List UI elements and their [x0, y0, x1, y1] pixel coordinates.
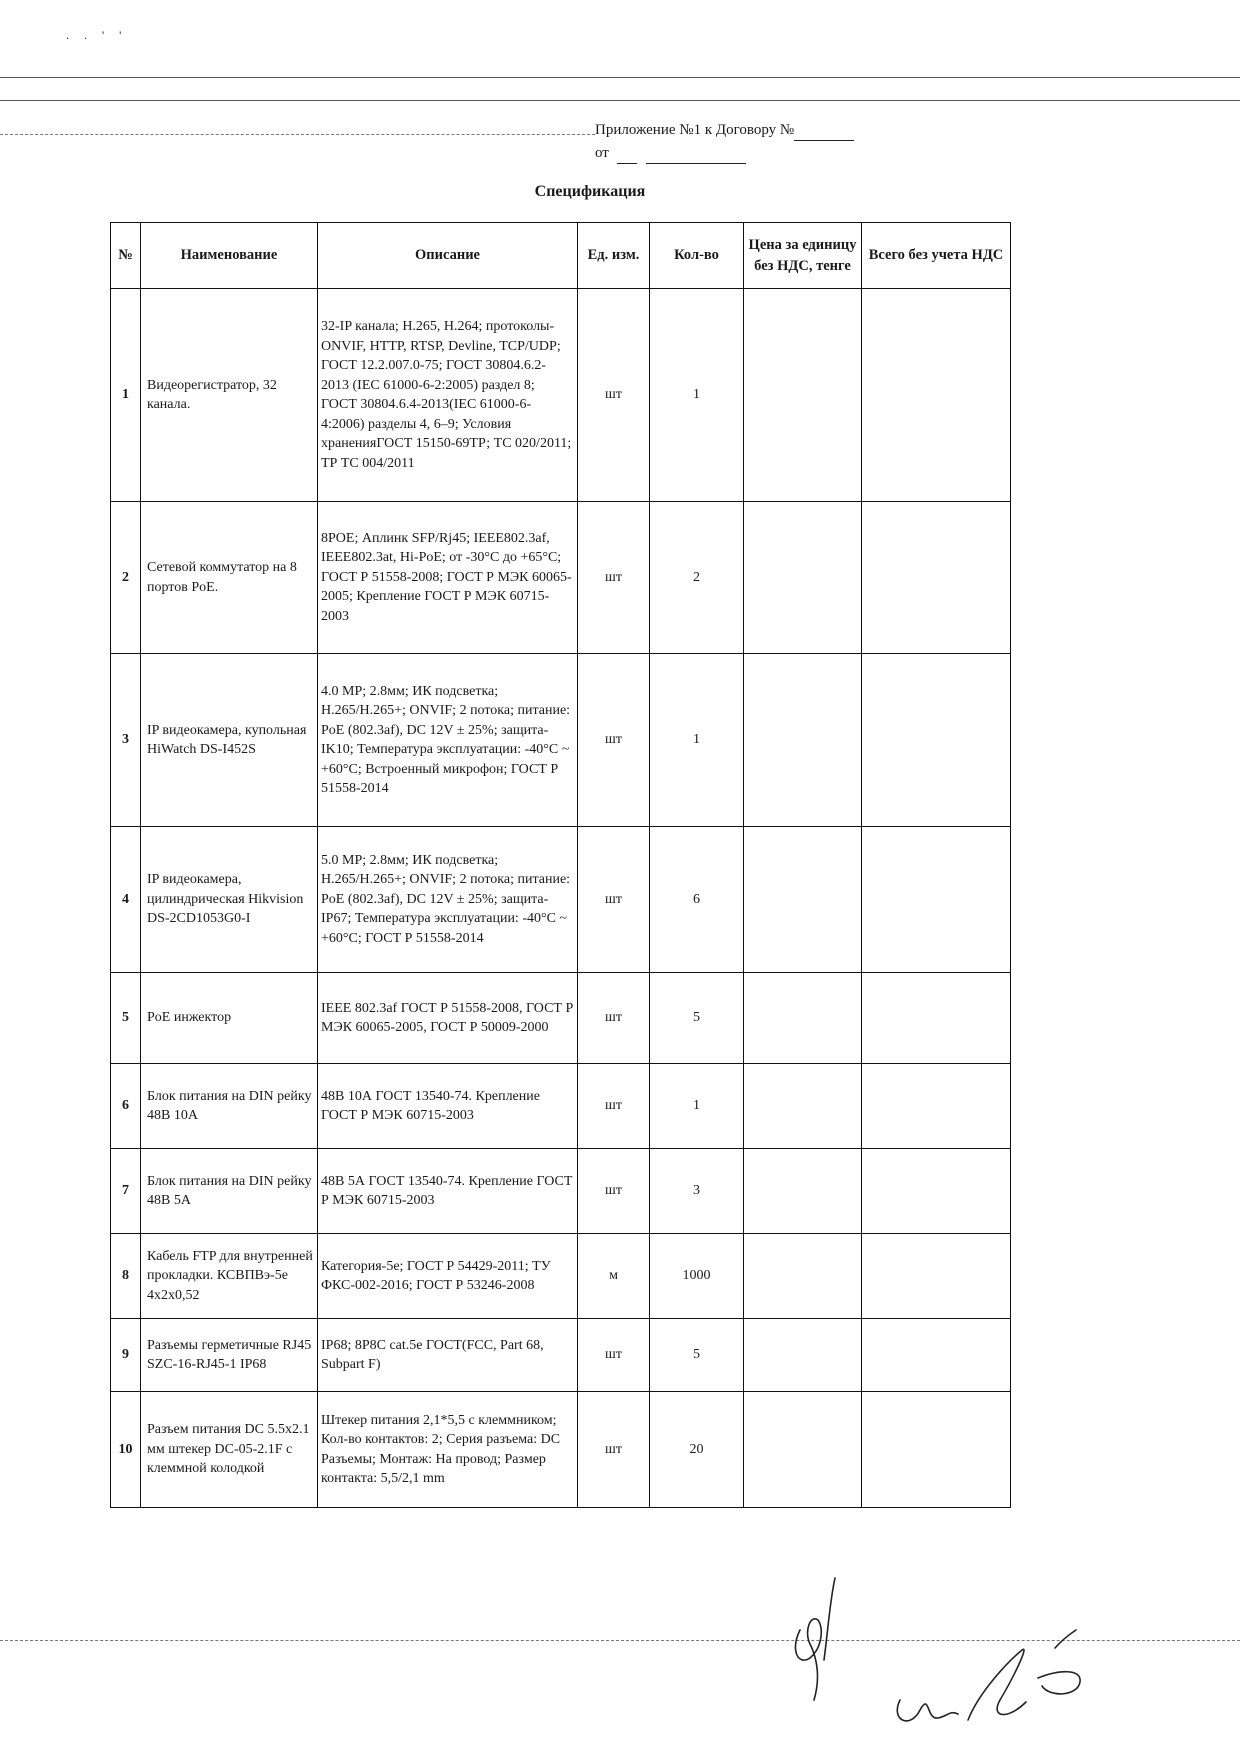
row-number: 5: [111, 973, 141, 1064]
signature-2-tail: [1038, 1672, 1080, 1694]
item-unit-price: [744, 973, 862, 1064]
item-total: [862, 654, 1011, 827]
item-unit-price: [744, 502, 862, 654]
item-description: 32-IP канала; H.265, H.264; протоколы-ONVIF, HTTP, RTSP, Devline, TCP/UDP; ГОСТ 12.2.007.0-75; ГОСТ 30804.6.2-2013 (IEC 61000-6-2:2005) раздел 8; ГОСТ 30804.6.4-2013(IEC 61000-6-4:2006) разделы 4, 6–9; Условия храненияГОСТ 15150-69ТР; ТС 020/2011; ТР ТС 004/2011: [318, 289, 578, 502]
header-description: Описание: [318, 223, 578, 289]
item-name: IP видеокамера, цилиндрическая Hikvision DS-2CD1053G0-I: [141, 827, 318, 973]
item-quantity: 3: [650, 1149, 744, 1234]
signature-2-loop: [968, 1649, 1026, 1720]
document-title: Спецификация: [534, 183, 646, 200]
item-unit: шт: [578, 1064, 650, 1149]
header-quantity: Кол-во: [650, 223, 744, 289]
row-number: 1: [111, 289, 141, 502]
table-row: [111, 1319, 1011, 1392]
top-rule-1: [0, 77, 1240, 78]
item-name: Разъемы герметичные RJ45 SZC-16-RJ45-1 IP68: [141, 1319, 318, 1392]
item-name: Блок питания на DIN рейку 48В 10А: [141, 1064, 318, 1149]
item-unit-price: [744, 1392, 862, 1508]
row-number: 2: [111, 502, 141, 654]
item-total: [862, 1392, 1011, 1508]
signature-1-stroke: [795, 1619, 821, 1700]
item-unit: шт: [578, 1149, 650, 1234]
top-rule-3: [0, 134, 595, 135]
item-description: 8POE; Аплинк SFP/Rj45; IEEE802.3af, IEEE802.3at, Hi-PoE; от -30°C до +65°C; ГОСТ Р 51558-2008; ГОСТ Р МЭК 60065-2005; Крепление ГОСТ Р МЭК 60715-2003: [318, 502, 578, 654]
item-unit: шт: [578, 1392, 650, 1508]
row-number: 8: [111, 1234, 141, 1319]
item-unit-price: [744, 1234, 862, 1319]
item-quantity: 1000: [650, 1234, 744, 1319]
item-unit-price: [744, 1319, 862, 1392]
row-number: 3: [111, 654, 141, 827]
scan-marks: . . ' ': [66, 28, 128, 42]
table-row: [111, 1234, 1011, 1319]
table-row: [111, 973, 1011, 1064]
signature-2-flourish: [1055, 1630, 1076, 1648]
table-row: [111, 1064, 1011, 1149]
item-description: 4.0 MP; 2.8мм; ИК подсветка; H.265/H.265+; ONVIF; 2 потока; питание: PoE (802.3af), DC 12V ± 25%; защита-IK10; Температура эксплуатации: -40°C ~ +60°C; Встроенный микрофон; ГОСТ Р 51558-2014: [318, 654, 578, 827]
item-name: IP видеокамера, купольная HiWatch DS-I452S: [141, 654, 318, 827]
date-blank-2: [646, 141, 746, 164]
table-row: [111, 1392, 1011, 1508]
row-number: 10: [111, 1392, 141, 1508]
top-rule-2: [0, 100, 1240, 101]
item-total: [862, 1064, 1011, 1149]
item-unit: шт: [578, 973, 650, 1064]
signature-1-tail: [824, 1578, 835, 1660]
table-row: [111, 502, 1011, 654]
signature-2-stroke: [897, 1700, 958, 1721]
item-unit-price: [744, 654, 862, 827]
item-quantity: 1: [650, 1064, 744, 1149]
item-name: Разъем питания DC 5.5х2.1 мм штекер DC-05-2.1F с клеммной колодкой: [141, 1392, 318, 1508]
item-unit: шт: [578, 502, 650, 654]
item-quantity: 2: [650, 502, 744, 654]
table-row: [111, 827, 1011, 973]
row-number: 9: [111, 1319, 141, 1392]
item-quantity: 20: [650, 1392, 744, 1508]
appendix-line-2: от: [595, 145, 609, 161]
item-quantity: 5: [650, 1319, 744, 1392]
header-unit: Ед. изм.: [578, 223, 650, 289]
table-row: [111, 289, 1011, 502]
item-unit: шт: [578, 1319, 650, 1392]
header-number: №: [111, 223, 141, 289]
item-quantity: 1: [650, 289, 744, 502]
item-total: [862, 502, 1011, 654]
item-total: [862, 289, 1011, 502]
item-name: Блок питания на DIN рейку 48В 5А: [141, 1149, 318, 1234]
item-description: Категория-5е; ГОСТ Р 54429-2011; ТУ ФКС-002-2016; ГОСТ Р 53246-2008: [318, 1234, 578, 1319]
item-unit: шт: [578, 827, 650, 973]
header-total: Всего без учета НДС: [862, 223, 1011, 289]
item-description: 48В 10А ГОСТ 13540-74. Крепление ГОСТ Р МЭК 60715-2003: [318, 1064, 578, 1149]
date-blank-1: [617, 141, 637, 164]
row-number: 4: [111, 827, 141, 973]
item-name: Сетевой коммутатор на 8 портов PoE.: [141, 502, 318, 654]
appendix-line-1: Приложение №1 к Договору №: [595, 122, 795, 138]
table-row: [111, 654, 1011, 827]
item-total: [862, 1234, 1011, 1319]
item-description: 48В 5А ГОСТ 13540-74. Крепление ГОСТ Р МЭК 60715-2003: [318, 1149, 578, 1234]
item-total: [862, 1149, 1011, 1234]
row-number: 7: [111, 1149, 141, 1234]
item-total: [862, 1319, 1011, 1392]
item-description: IP68; 8P8C cat.5e ГОСТ(FCC, Part 68, Subpart F): [318, 1319, 578, 1392]
item-name: Видеорегистратор, 32 канала.: [141, 289, 318, 502]
handwritten-signatures: [780, 1570, 1120, 1745]
item-unit-price: [744, 1149, 862, 1234]
appendix-reference: [595, 118, 925, 164]
table-row: [111, 1149, 1011, 1234]
item-quantity: 5: [650, 973, 744, 1064]
specification-table: [110, 222, 1011, 1508]
item-description: IEEE 802.3af ГОСТ Р 51558-2008, ГОСТ Р МЭК 60065-2005, ГОСТ Р 50009-2000: [318, 973, 578, 1064]
item-unit-price: [744, 827, 862, 973]
contract-number-blank: [794, 118, 854, 141]
item-unit: шт: [578, 289, 650, 502]
item-unit: шт: [578, 654, 650, 827]
item-description: 5.0 MP; 2.8мм; ИК подсветка; H.265/H.265+; ONVIF; 2 потока; питание: PoE (802.3af), DC 12V ± 25%; защита-IP67; Температура эксплуатации: -40°C ~ +60°C; ГОСТ Р 51558-2014: [318, 827, 578, 973]
item-name: PoE инжектор: [141, 973, 318, 1064]
item-description: Штекер питания 2,1*5,5 с клеммником; Кол-во контактов: 2; Серия разъема: DC Разъемы; Монтаж: На провод; Размер контакта: 5,5/2,1 mm: [318, 1392, 578, 1508]
header-unit-price: Цена за единицу без НДС, тенге: [744, 223, 862, 289]
row-number: 6: [111, 1064, 141, 1149]
item-total: [862, 827, 1011, 973]
item-unit: м: [578, 1234, 650, 1319]
table-header-row: [111, 223, 1011, 289]
header-name: Наименование: [141, 223, 318, 289]
item-unit-price: [744, 289, 862, 502]
item-unit-price: [744, 1064, 862, 1149]
item-quantity: 6: [650, 827, 744, 973]
item-name: Кабель FTP для внутренней прокладки. КСВПВэ-5е 4х2х0,52: [141, 1234, 318, 1319]
item-total: [862, 973, 1011, 1064]
item-quantity: 1: [650, 654, 744, 827]
